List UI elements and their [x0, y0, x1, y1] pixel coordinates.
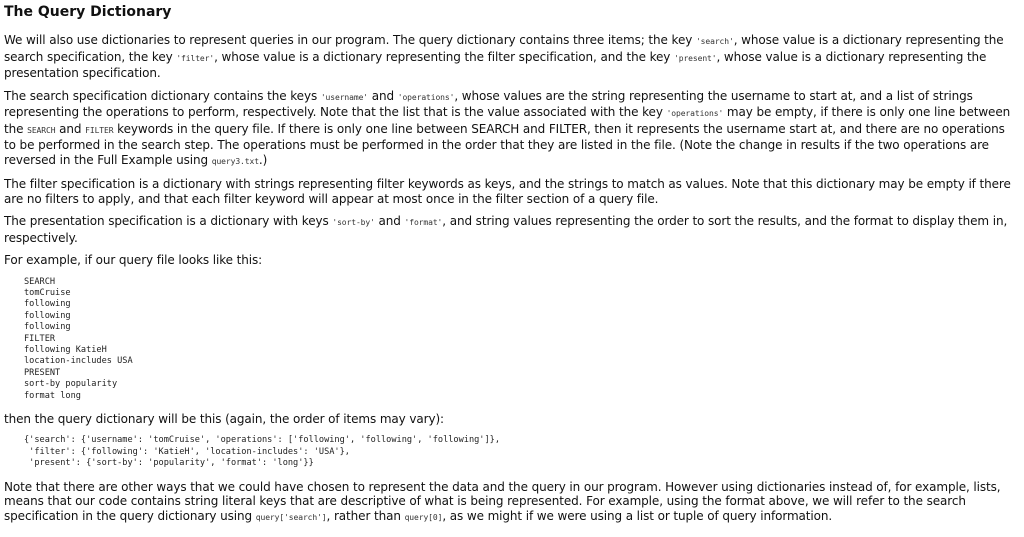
text: and — [55, 121, 86, 136]
text: , whose values are the string representing the username to start at, and a list of strings representing the operations to perform, respectively. Note that the list that is the value associated with the key — [4, 88, 973, 119]
inline-code: 'present' — [674, 53, 717, 63]
paragraph-search-spec — [4, 89, 1020, 170]
text: We will also use dictionaries to represent queries in our program. The query dictionary contains three items; the key — [4, 33, 696, 47]
paragraph-then: then the query dictionary will be this (again, the order of items may vary): — [4, 411, 444, 426]
inline-code: 'search' — [695, 37, 734, 46]
text: , whose value is a dictionary representing the search specification, the key — [4, 33, 1004, 64]
text: , whose value is a dictionary representing the presentation specification. — [4, 49, 987, 80]
paragraph-example-intro: For example, if our query file looks like this: — [4, 253, 263, 267]
query-dictionary-code-block: {'search': {'username': 'tomCruise', 'operations': ['following', 'following', 'following']}, 'filter': {'following': 'KatieH', 'location-includes': 'USA'}, 'present': {'sort-by': 'popularity', 'format': 'long'}} — [24, 435, 500, 469]
text: Note that there are other ways that we could have chosen to represent the data and the query in our program. However using dictionaries instead of, for example, lists, means that our code contains string literal keys that are descriptive of what is being represented. For example, using the format above, we will refer to the search specification in the query dictionary using — [4, 479, 1001, 523]
text: keywords in the query file. If there is only one line between SEARCH and FILTER, then it represents the username start at, and there are no operations to be performed in the search step. The operations must be performed in the order that they are listed in the file. (Note the change in results if the two operations are reversed in the Full Example using — [4, 121, 1005, 167]
paragraph-query-dictionary — [4, 33, 1020, 81]
query-file-code-block: SEARCH tomCruise following following following FILTER following KatieH location-includes USA PRESENT sort-by popularity format long — [24, 276, 133, 401]
text: The presentation specification is a dictionary with keys — [4, 214, 333, 228]
section-title: The Query Dictionary — [4, 4, 172, 20]
text: and — [368, 88, 398, 103]
text: The search specification dictionary contains the keys — [4, 88, 321, 103]
text: , whose value is a dictionary representing the filter specification, and the key — [214, 49, 675, 64]
inline-code: 'username' — [320, 92, 369, 102]
inline-code: query['search'] — [255, 512, 327, 522]
inline-code: 'operations' — [666, 109, 724, 118]
inline-code: query3.txt — [211, 156, 259, 166]
inline-code: 'format' — [404, 218, 443, 227]
inline-code: 'sort-by' — [332, 218, 375, 227]
paragraph-presentation-spec — [4, 214, 1020, 245]
inline-code: FILTER — [85, 125, 114, 135]
text: , and string values representing the order to sort the results, and the format to display them in, respectively. — [4, 214, 1008, 245]
inline-code: 'operations' — [397, 92, 455, 102]
inline-code: query[0] — [404, 512, 443, 522]
paragraph-note — [4, 480, 1020, 526]
inline-code: SEARCH — [27, 125, 56, 135]
text: .) — [258, 152, 268, 167]
text: and — [374, 214, 405, 228]
text: , rather than — [326, 508, 405, 523]
inline-code: 'filter' — [176, 53, 215, 63]
paragraph-filter-spec: The filter specification is a dictionary with strings representing filter keywords as keys, and the strings to match as values. Note that this dictionary may be empty if there are no filters to apply, and that each filter keyword will appear at most once in the filter section of a query file. — [4, 177, 1011, 206]
text: may be empty, if there is only one line between the — [4, 105, 1011, 136]
text: , as we might if we were using a list or tuple of query information. — [442, 508, 833, 523]
